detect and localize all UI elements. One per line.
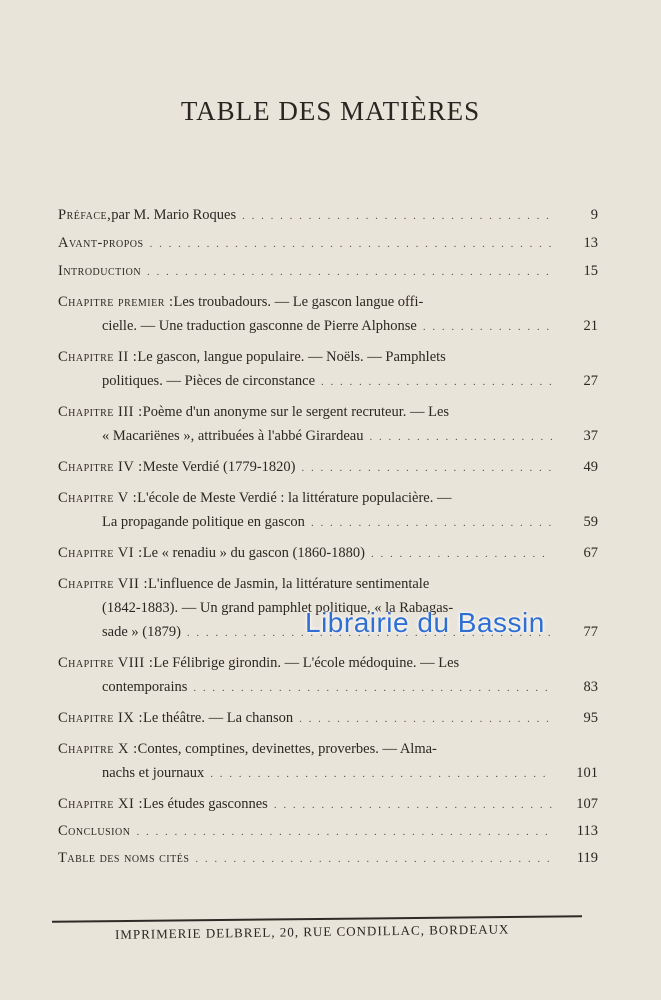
toc-line: [58, 737, 598, 761]
toc-line: [58, 846, 598, 871]
toc-page-number: 95: [583, 710, 598, 726]
toc-entry: [58, 792, 598, 817]
toc-entry-title: Le « renadiu » du gascon (1860-1880): [142, 545, 365, 561]
toc-entry-title: « Macariënes », attribuées à l'abbé Girardeau: [102, 428, 364, 444]
dot-leader: [147, 260, 552, 284]
toc-entry: [58, 819, 598, 844]
toc-entry-title: La propagande politique en gascon: [102, 514, 305, 530]
toc-entry: [58, 737, 598, 786]
toc-entry: [58, 259, 598, 284]
toc-line: [58, 819, 598, 844]
toc-line: [58, 345, 598, 369]
dot-leader: [301, 456, 552, 480]
toc-entry: [58, 345, 598, 394]
toc-entry: [58, 400, 598, 449]
toc-entry: [58, 651, 598, 700]
toc-chapter-label: Chapitre XI :: [58, 796, 143, 812]
toc-entry-title: L'école de Meste Verdié : la littérature populacière. —: [137, 490, 452, 506]
toc-line: [58, 572, 598, 596]
toc-entry-title: Contes, comptines, devinettes, proverbes. — Alma-: [137, 741, 437, 757]
toc-entry: [58, 231, 598, 256]
toc-entry-title: L'influence de Jasmin, la littérature sentimentale: [148, 576, 430, 592]
toc-page-number: 113: [576, 823, 598, 839]
dot-leader: [210, 762, 552, 786]
toc-chapter-label: Chapitre III :: [58, 404, 143, 420]
toc-line: [58, 231, 598, 256]
toc-entry: [58, 290, 598, 339]
toc-chapter-label: Chapitre premier :: [58, 294, 174, 310]
toc-line: [58, 424, 598, 449]
toc-line: [58, 675, 598, 700]
dot-leader: [299, 707, 552, 731]
toc-entry: [58, 541, 598, 566]
toc-page-number: 13: [583, 235, 598, 251]
toc-line: [58, 314, 598, 339]
toc-entry-title: Le Félibrige girondin. — L'école médoquine. — Les: [153, 655, 460, 671]
toc-page-number: 67: [583, 545, 598, 561]
toc-page-number: 21: [583, 318, 598, 334]
toc-line: [58, 651, 598, 675]
toc-chapter-label: Chapitre II :: [58, 349, 138, 365]
toc-line: [58, 455, 598, 480]
toc-entry-title: contemporains: [102, 679, 188, 695]
toc-line: [58, 290, 598, 314]
toc-chapter-label: Introduction: [58, 263, 142, 279]
dot-leader: [369, 425, 552, 449]
toc-entry-title: nachs et journaux: [102, 765, 205, 781]
dot-leader: [274, 793, 552, 817]
dot-leader: [136, 820, 552, 844]
dot-leader: [195, 847, 552, 871]
dot-leader: [150, 232, 552, 256]
toc-entry-title: cielle. — Une traduction gasconne de Pierre Alphonse: [102, 318, 417, 334]
toc-entry-title: par M. Mario Roques: [111, 207, 237, 223]
page-title: TABLE DES MATIÈRES: [180, 96, 481, 126]
toc-line: [58, 761, 598, 786]
toc-chapter-label: Conclusion: [58, 823, 131, 839]
toc-line: [58, 486, 598, 510]
toc-chapter-label: Chapitre X :: [58, 741, 138, 757]
toc-entry-title: Les études gasconnes: [142, 796, 268, 812]
toc-entry-title: sade » (1879): [102, 624, 181, 640]
dot-leader: [193, 676, 552, 700]
toc-page-number: 107: [576, 796, 598, 812]
toc-line: [58, 400, 598, 424]
toc-page-number: 101: [576, 765, 598, 781]
dot-leader: [423, 315, 552, 339]
toc-chapter-label: Avant-propos: [58, 235, 144, 251]
toc-chapter-label: Chapitre VII :: [58, 576, 149, 592]
toc-line: [58, 541, 598, 566]
toc-line: [58, 203, 598, 228]
toc-entry: [58, 706, 598, 731]
toc-entry: [58, 486, 598, 535]
toc-chapter-label: Préface,: [58, 207, 112, 223]
toc-line: [58, 792, 598, 817]
toc-entry-title: Les troubadours. — Le gascon langue offi-: [173, 294, 424, 310]
table-of-contents: [58, 203, 598, 871]
toc-entry-title: Poème d'un anonyme sur le sergent recruteur. — Les: [142, 404, 450, 420]
toc-page-number: 9: [590, 207, 598, 223]
toc-chapter-label: Chapitre VI :: [58, 545, 143, 561]
toc-entry-title: Meste Verdié (1779-1820): [142, 459, 296, 475]
toc-entry-title: politiques. — Pièces de circonstance: [102, 373, 316, 389]
toc-page-number: 15: [583, 263, 598, 279]
toc-page-number: 119: [576, 850, 598, 866]
toc-chapter-label: Chapitre VIII :: [58, 655, 154, 671]
toc-page-number: 77: [583, 624, 598, 640]
toc-line: [58, 259, 598, 284]
toc-entry-title: Le gascon, langue populaire. — Noëls. — Pamphlets: [137, 349, 446, 365]
toc-line: [58, 369, 598, 394]
toc-chapter-label: Table des noms cités: [58, 850, 190, 866]
dot-leader: [321, 370, 552, 394]
toc-entry: [58, 203, 598, 228]
toc-line: [58, 706, 598, 731]
dot-leader: [242, 204, 552, 228]
toc-page-number: 83: [583, 679, 598, 695]
toc-chapter-label: Chapitre V :: [58, 490, 138, 506]
dot-leader: [371, 542, 552, 566]
toc-entry-title: Le théâtre. — La chanson: [142, 710, 294, 726]
toc-page-number: 49: [583, 459, 598, 475]
watermark-text: Librairie du Bassin: [305, 607, 545, 638]
toc-page-number: 59: [583, 514, 598, 530]
dot-leader: [311, 511, 552, 535]
toc-entry: [58, 455, 598, 480]
toc-chapter-label: Chapitre IV :: [58, 459, 143, 475]
toc-entry-title: (1842-1883). — Un grand pamphlet politique, « la Rabagas-: [102, 600, 454, 616]
toc-chapter-label: Chapitre IX :: [58, 710, 143, 726]
toc-entry: [58, 846, 598, 871]
toc-page-number: 37: [583, 428, 598, 444]
printer-imprint: IMPRIMERIE DELBREL, 20, RUE CONDILLAC, BORDEAUX: [114, 921, 510, 942]
toc-line: [58, 510, 598, 535]
toc-page-number: 27: [583, 373, 598, 389]
